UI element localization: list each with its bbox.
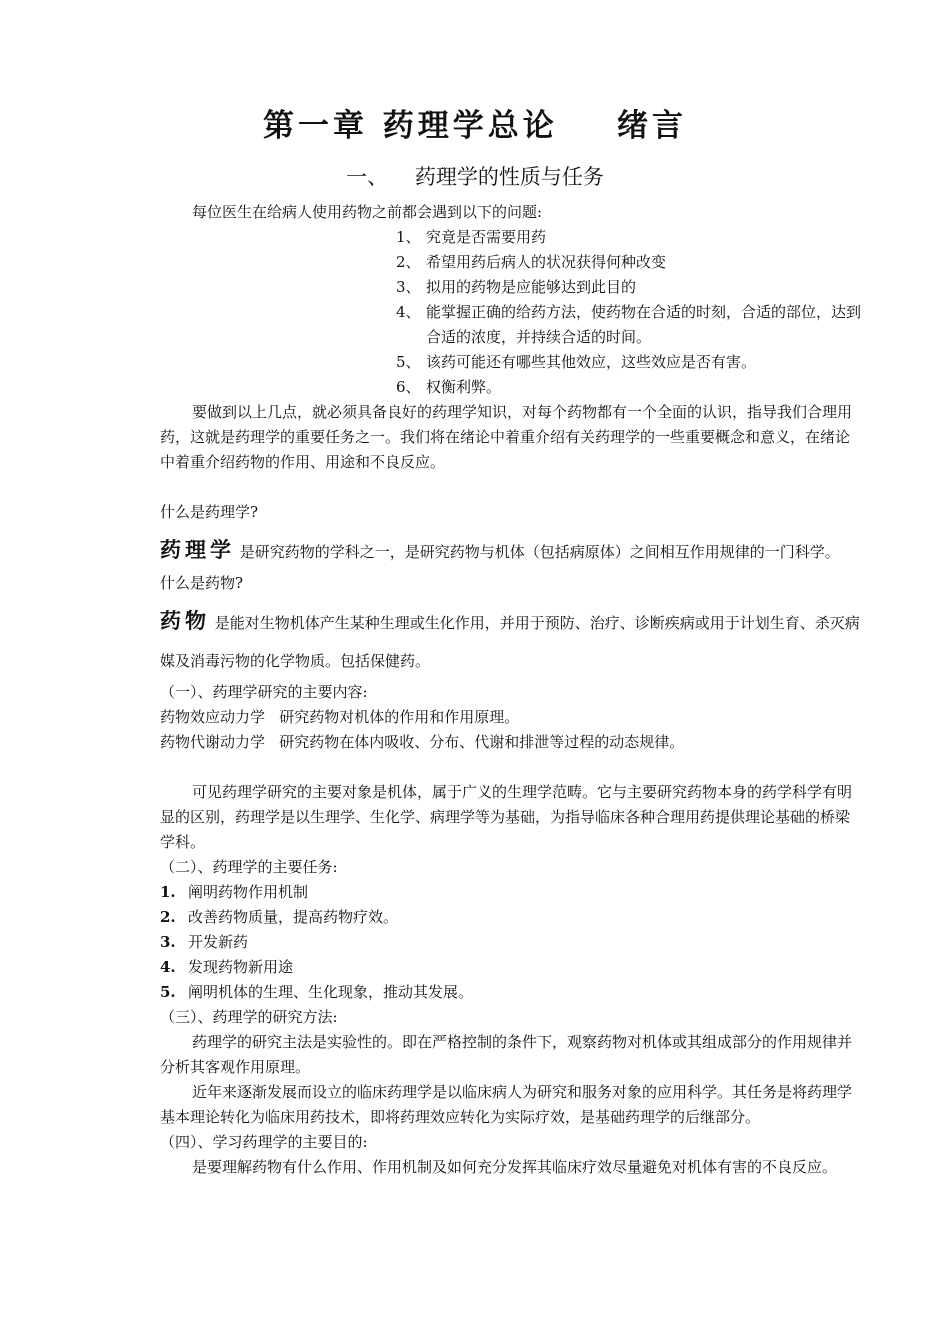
paragraph: 药理学的研究主法是实验性的。即在严格控制的条件下，观察药物对机体或其组成部分的作用规律并分析其客观作用原理。 <box>160 1033 853 1076</box>
content-line: 药物代谢动力学 研究药物在体内吸收、分布、代谢和排泄等过程的动态规律。 <box>160 733 685 751</box>
spacer <box>160 475 862 500</box>
list-text: 阐明药物作用机制 <box>188 883 309 901</box>
spacer <box>160 755 862 780</box>
list-number: 4、 <box>396 303 421 321</box>
list-number: 3. <box>160 933 176 951</box>
definition-term: 药理学 <box>160 538 235 562</box>
list-item <box>160 980 862 1005</box>
list-item <box>396 250 862 275</box>
list-number: 5. <box>160 983 176 1001</box>
list-text: 发现药物新用途 <box>188 958 294 976</box>
chapter-title: 第一章 药理学总论 绪言 <box>263 108 687 144</box>
definition-text: 是能对生物机体产生某种生理或生化作用，并用于预防、治疗、诊断疾病或用于计划生育、杀灭病媒及消毒污物的化学物质。包括保健药。 <box>160 614 860 670</box>
list-number: 4. <box>160 958 176 976</box>
list-item <box>160 955 862 980</box>
list-number: 3、 <box>396 278 421 296</box>
document-body <box>160 200 862 1180</box>
paragraph: 是要理解药物有什么作用、作用机制及如何充分发挥其临床疗效尽量避免对机体有害的不良反应。 <box>192 1158 838 1176</box>
section-title: 一、 药理学的性质与任务 <box>346 165 604 189</box>
list-text: 拟用的药物是应能够达到此目的 <box>426 278 637 296</box>
definition-term: 药物 <box>160 609 210 633</box>
list-text: 改善药物质量，提高药物疗效。 <box>188 908 399 926</box>
list-item <box>160 930 862 955</box>
list-item <box>396 375 862 400</box>
list-item <box>396 300 862 350</box>
list-item <box>160 905 862 930</box>
list-text: 权衡利弊。 <box>426 378 502 396</box>
list-number: 2. <box>160 908 176 926</box>
list-item <box>396 350 862 375</box>
list-item <box>160 880 862 905</box>
list-text: 该药可能还有哪些其他效应，这些效应是否有害。 <box>426 353 757 371</box>
definition-pharmacology <box>160 531 862 571</box>
paragraph: 要做到以上几点，就必须具备良好的药理学知识，对每个药物都有一个全面的认识，指导我们合理用药，这就是药理学的重要任务之一。我们将在绪论中着重介绍有关药理学的一些重要概念和意义，在绪论中着重介绍药物的作用、用途和不良反应。 <box>160 403 853 471</box>
list-text: 希望用药后病人的状况获得何种改变 <box>426 253 667 271</box>
section-heading: （二）、药理学的主要任务: <box>160 858 338 876</box>
definition-drug <box>160 602 862 680</box>
task-list <box>160 880 862 1005</box>
list-number: 2、 <box>396 253 421 271</box>
paragraph: 近年来逐渐发展而设立的临床药理学是以临床病人为研究和服务对象的应用科学。其任务是将药理学基本理论转化为临床用药技术，即将药理效应转化为实际疗效，是基础药理学的后继部分。 <box>160 1083 853 1126</box>
question-heading: 什么是药物? <box>160 574 244 592</box>
question-list <box>396 225 862 400</box>
definition-text: 是研究药物的学科之一，是研究药物与机体（包括病原体）之间相互作用规律的一门科学。 <box>239 543 840 561</box>
section-heading: （一）、药理学研究的主要内容: <box>160 683 368 701</box>
list-number: 1、 <box>396 228 421 246</box>
list-text: 阐明机体的生理、生化现象，推动其发展。 <box>188 983 474 1001</box>
list-number: 6、 <box>396 378 421 396</box>
section-heading: （四）、学习药理学的主要目的: <box>160 1133 368 1151</box>
list-text: 开发新药 <box>188 933 249 951</box>
intro-text: 每位医生在给病人使用药物之前都会遇到以下的问题: <box>192 203 543 221</box>
section-heading: （三）、药理学的研究方法: <box>160 1008 338 1026</box>
content-line: 药物效应动力学 研究药物对机体的作用和作用原理。 <box>160 708 520 726</box>
list-text: 究竟是否需要用药 <box>426 228 547 246</box>
list-text: 能掌握正确的给药方法，使药物在合适的时刻，合适的部位，达到合适的浓度，并持续合适的时间。 <box>426 303 862 346</box>
list-item <box>396 275 862 300</box>
question-heading: 什么是药理学? <box>160 503 259 521</box>
list-number: 1. <box>160 883 176 901</box>
list-number: 5、 <box>396 353 421 371</box>
list-item <box>396 225 862 250</box>
paragraph: 可见药理学研究的主要对象是机体，属于广义的生理学范畴。它与主要研究药物本身的药学科学有明显的区别，药理学是以生理学、生化学、病理学等为基础，为指导临床各种合理用药提供理论基础的桥梁学科。 <box>160 783 853 851</box>
